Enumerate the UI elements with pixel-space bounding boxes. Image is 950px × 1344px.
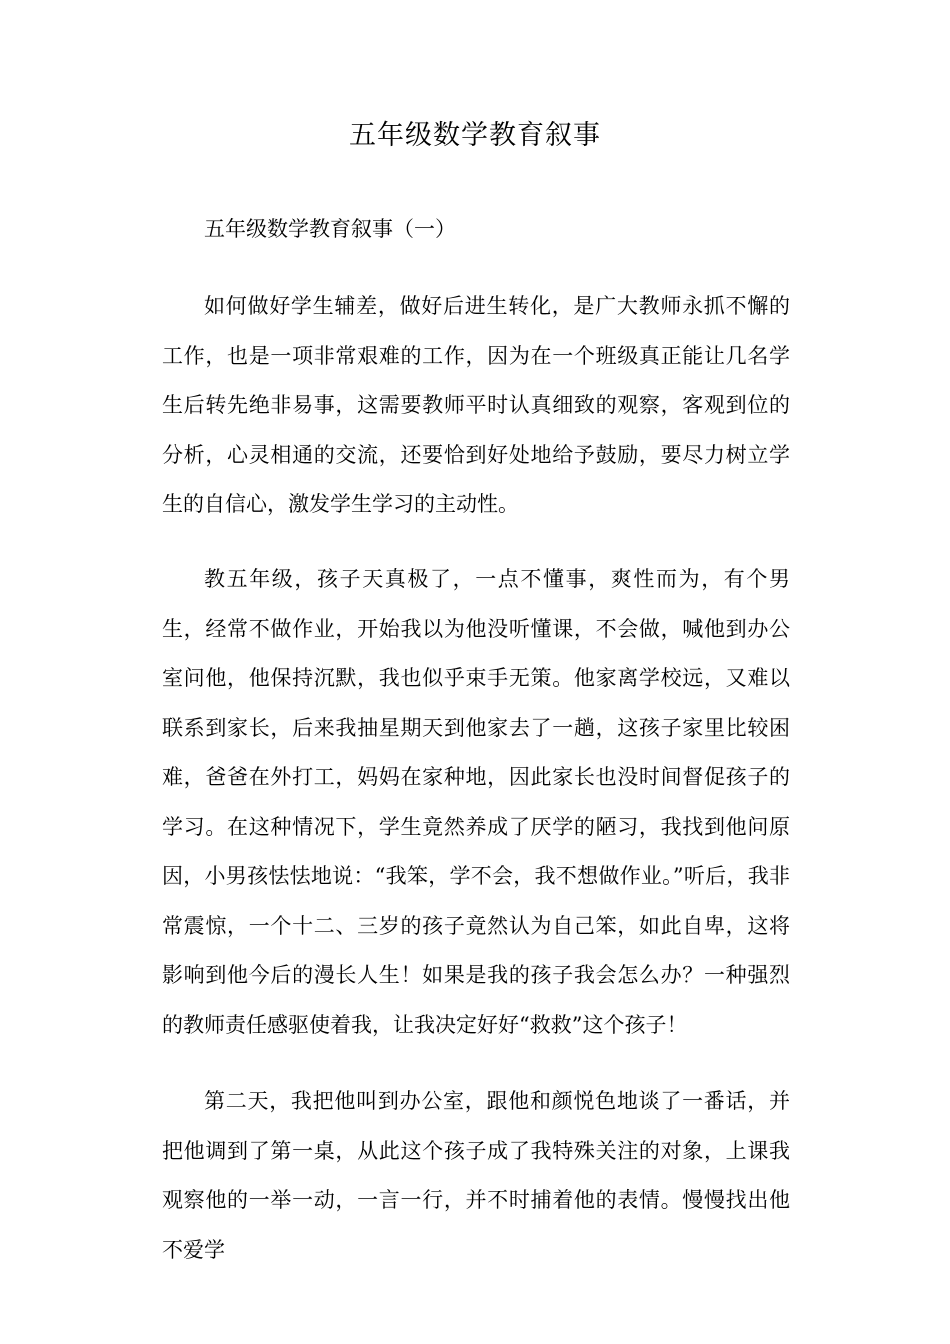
paragraph-1: 如何做好学生辅差，做好后进生转化，是广大教师永抓不懈的工作，也是一项非常艰难的工作，因为在一个班级真正能让几名学生后转先绝非易事，这需要教师平时认真细致的观察，客观到位的分析，心灵相通的交流，还要恰到好处地给予鼓励，要尽力树立学生的自信心，激发学生学习的主动性。 — [162, 294, 790, 516]
document-title: 五年级数学教育叙事 — [349, 120, 601, 151]
paragraph-2: 教五年级，孩子天真极了，一点不懂事，爽性而为，有个男生，经常不做作业，开始我以为他没听懂课，不会做，喊他到办公室问他，他保持沉默，我也似乎束手无策。他家离学校远，又难以联系到家长，后来我抽星期天到他家去了一趟，这孩子家里比较困难，爸爸在外打工，妈妈在家种地，因此家长也没时间督促孩子的学习。在这种情况下，学生竟然养成了厌学的陋习，我找到他问原因，小男孩怯怯地说：“我笨，学不会，我不想做作业。”听后，我非常震惊，一个十二、三岁的孩子竟然认为自己笨，如此自卑，这将影响到他今后的漫长人生！如果是我的孩子我会怎么办？一种强烈的教师责任感驱使着我，让我决定好好“救救”这个孩子！ — [162, 567, 790, 1037]
section-heading: 五年级数学教育叙事（一） — [204, 217, 456, 241]
paragraph-3: 第二天，我把他叫到办公室，跟他和颜悦色地谈了一番话，并把他调到了第一桌，从此这个孩子成了我特殊关注的对象，上课我观察他的一举一动，一言一行，并不时捕着他的表情。慢慢找出他不爱学 — [162, 1089, 790, 1262]
